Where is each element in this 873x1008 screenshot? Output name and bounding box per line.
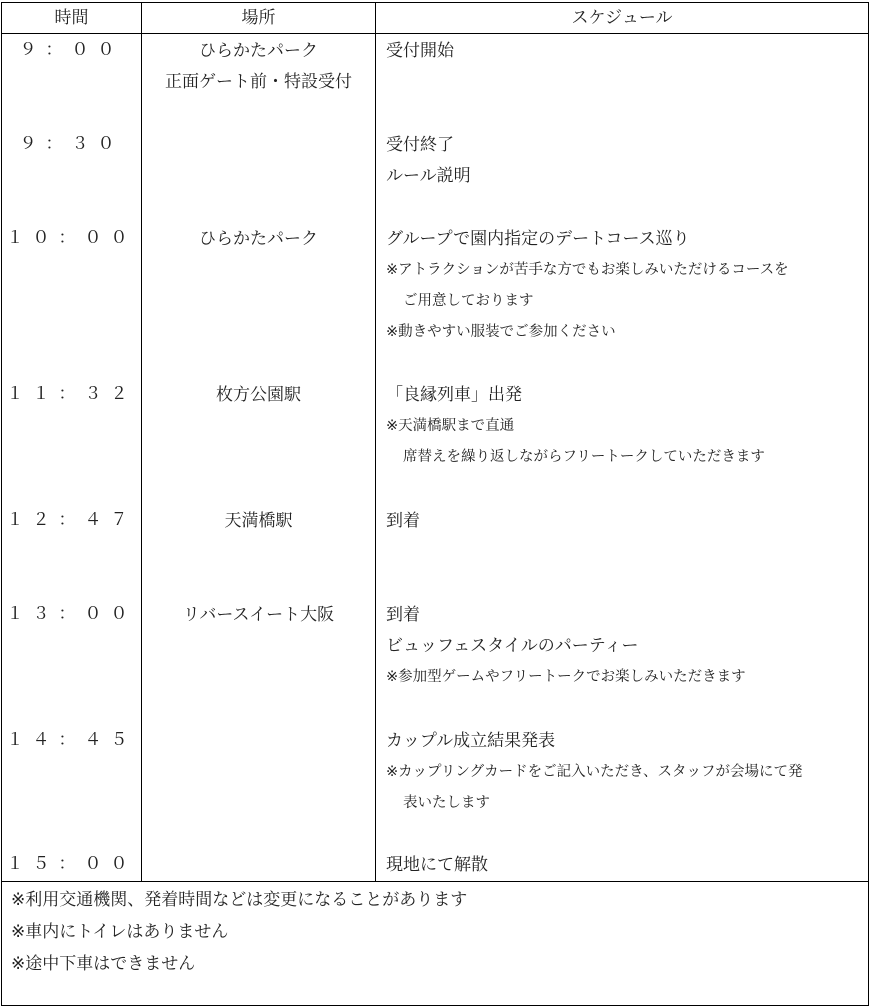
row-place [142, 224, 375, 255]
row-schedule [386, 506, 866, 537]
row-time: １１：３２ [6, 384, 137, 404]
place-line: ひらかたパーク [199, 229, 318, 249]
schedule-line: ※参加型ゲームやフリートークでお楽しみいただきます [386, 669, 746, 685]
schedule-line: ※アトラクションが苦手な方でもお楽しみいただけるコースを [386, 262, 789, 278]
row-place [142, 36, 375, 98]
schedule-line: ビュッフェスタイルのパーティー [386, 636, 639, 656]
row-time: １２：４７ [6, 510, 137, 530]
schedule-line: 受付終了 [386, 135, 454, 155]
column-divider-1 [141, 3, 142, 881]
row-place [142, 380, 375, 411]
place-line: 正面ゲート前・特設受付 [165, 72, 352, 92]
schedule-document [1, 2, 869, 1006]
row-place [142, 506, 375, 537]
row-time: １３：００ [6, 604, 137, 624]
schedule-line: 席替えを繰り返しながらフリートークしていただきます [403, 449, 765, 465]
schedule-line: 到着 [386, 511, 420, 531]
row-schedule [386, 600, 866, 693]
header-time: 時間 [54, 8, 89, 28]
schedule-line: 表いたします [403, 795, 490, 811]
row-schedule [386, 224, 866, 348]
row-time: ９：３０ [19, 134, 124, 154]
schedule-line: ルール説明 [386, 166, 471, 186]
schedule-line: ※天満橋駅まで直通 [386, 418, 515, 434]
column-divider-2 [375, 3, 376, 881]
schedule-line: ※動きやすい服装でご参加ください [386, 324, 616, 340]
row-schedule [386, 130, 866, 192]
row-schedule [386, 36, 866, 67]
schedule-line: カップル成立結果発表 [386, 731, 556, 751]
footer-note: ※利用交通機関、発着時間などは変更になることがあります [11, 890, 468, 910]
row-time: １５：００ [6, 854, 137, 874]
row-schedule [386, 850, 866, 881]
footer-notes [2, 881, 868, 980]
table-header [2, 3, 868, 34]
row-schedule [386, 380, 866, 473]
footer-note: ※車内にトイレはありません [11, 922, 229, 942]
header-place: 場所 [241, 8, 276, 28]
schedule-line: グループで園内指定のデートコース巡り [386, 229, 690, 249]
row-place [142, 600, 375, 631]
place-line: ひらかたパーク [199, 41, 318, 61]
schedule-line: 現地にて解散 [386, 855, 488, 875]
schedule-line: ご用意しております [403, 293, 534, 309]
place-line: 枚方公園駅 [216, 385, 301, 405]
place-line: リバースイート大阪 [182, 605, 335, 625]
schedule-line: 受付開始 [386, 41, 454, 61]
schedule-line: 「良縁列車」出発 [386, 385, 522, 405]
row-time: １０：００ [6, 228, 137, 248]
row-time: １４：４５ [6, 730, 137, 750]
schedule-line: ※カップリングカードをご記入いただき、スタッフが会場にて発 [386, 764, 803, 780]
header-schedule: スケジュール [571, 8, 673, 28]
schedule-line: 到着 [386, 605, 420, 625]
place-line: 天満橋駅 [224, 511, 293, 531]
row-schedule [386, 726, 866, 819]
footer-note: ※途中下車はできません [11, 954, 196, 974]
row-time: ９：００ [19, 40, 124, 60]
